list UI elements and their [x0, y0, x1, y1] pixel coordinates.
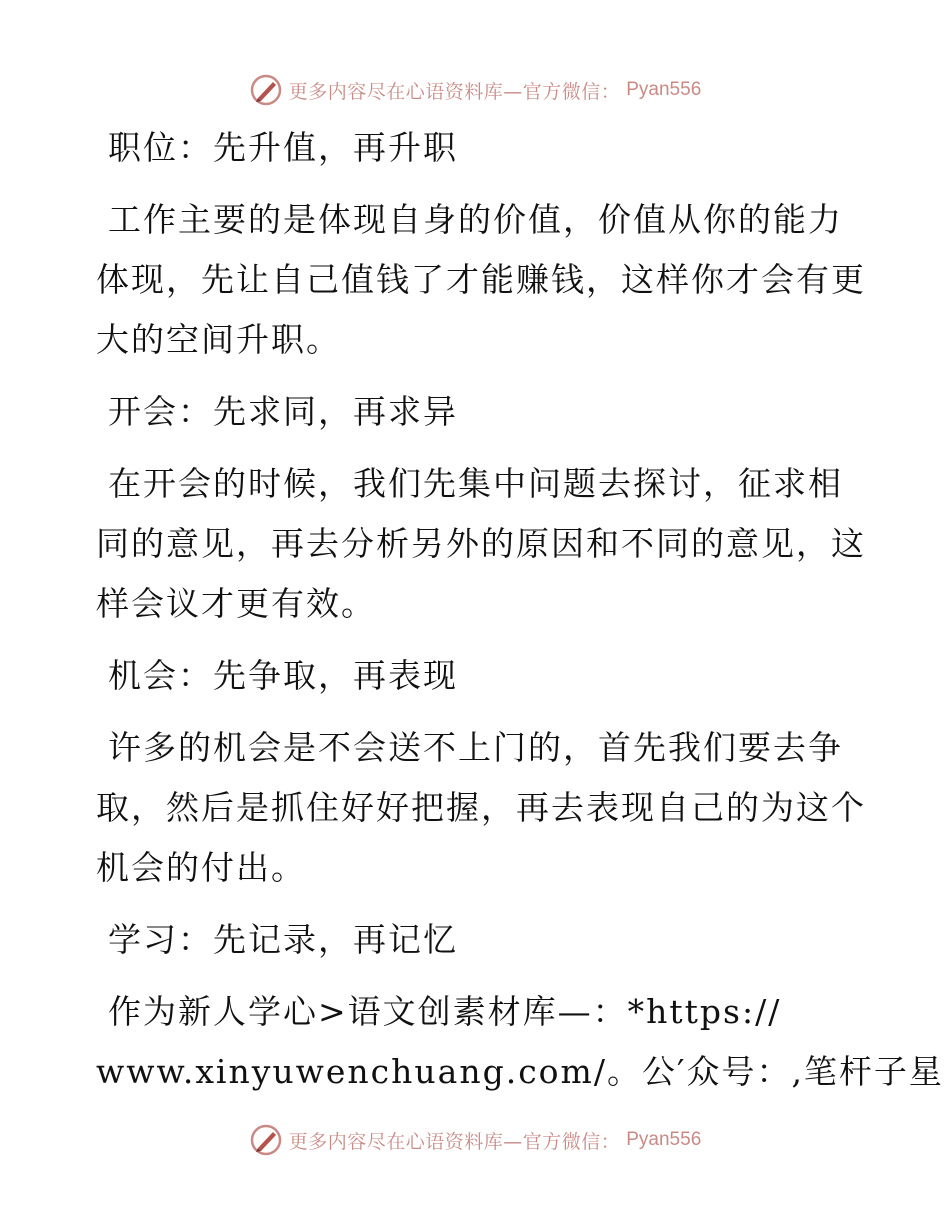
header-watermark [0, 70, 950, 110]
paragraph-line: 工作主要的是体现自身的价值，价值从你的能力 [108, 200, 843, 239]
article-body [96, 122, 944, 1118]
watermark-wechat-id: Pyan556 [626, 79, 702, 100]
section-heading: 学习：先记录，再记忆 [108, 920, 458, 959]
paragraph-line: 机会的付出。 [96, 848, 306, 887]
paragraph-line: 取，然后是抓住好好把握，再去表现自己的为这个 [96, 788, 866, 827]
paragraph-line: 作为新人学心>语文创素材库—：*https:// [108, 992, 782, 1031]
section-learning [96, 914, 944, 1102]
section-paragraph [96, 982, 944, 1102]
paragraph-line: 同的意见，再去分析另外的原因和不同的意见，这 [96, 524, 866, 563]
watermark-text: 更多内容尽在心语资料库—官方微信： [288, 1130, 621, 1153]
watermark-wechat-id: Pyan556 [626, 1129, 702, 1150]
paragraph-line: 在开会的时候，我们先集中问题去探讨，征求相 [108, 464, 843, 503]
section-meeting [96, 386, 866, 634]
watermark-text: 更多内容尽在心语资料库—官方微信： [288, 80, 621, 103]
section-opportunity [96, 650, 866, 898]
pen-logo-icon [249, 73, 283, 107]
section-heading: 开会：先求同，再求异 [108, 392, 458, 431]
paragraph-line: 许多的机会是不会送不上门的，首先我们要去争 [108, 728, 843, 767]
section-heading: 机会：先争取，再表现 [108, 656, 458, 695]
section-position [96, 122, 866, 370]
section-paragraph [96, 718, 866, 898]
section-heading: 职位：先升值，再升职 [108, 128, 458, 167]
paragraph-line: 大的空间升职。 [96, 320, 341, 359]
footer-watermark [0, 1120, 950, 1160]
paragraph-line: www.xinyuwenchuang.com/。公′众号：,笔杆子星 [96, 1052, 944, 1091]
pen-logo-icon [249, 1123, 283, 1157]
section-paragraph [96, 454, 866, 634]
section-paragraph [96, 190, 866, 370]
paragraph-line: 样会议才更有效。 [96, 584, 376, 623]
paragraph-line: 体现，先让自己值钱了才能赚钱，这样你才会有更 [96, 260, 866, 299]
